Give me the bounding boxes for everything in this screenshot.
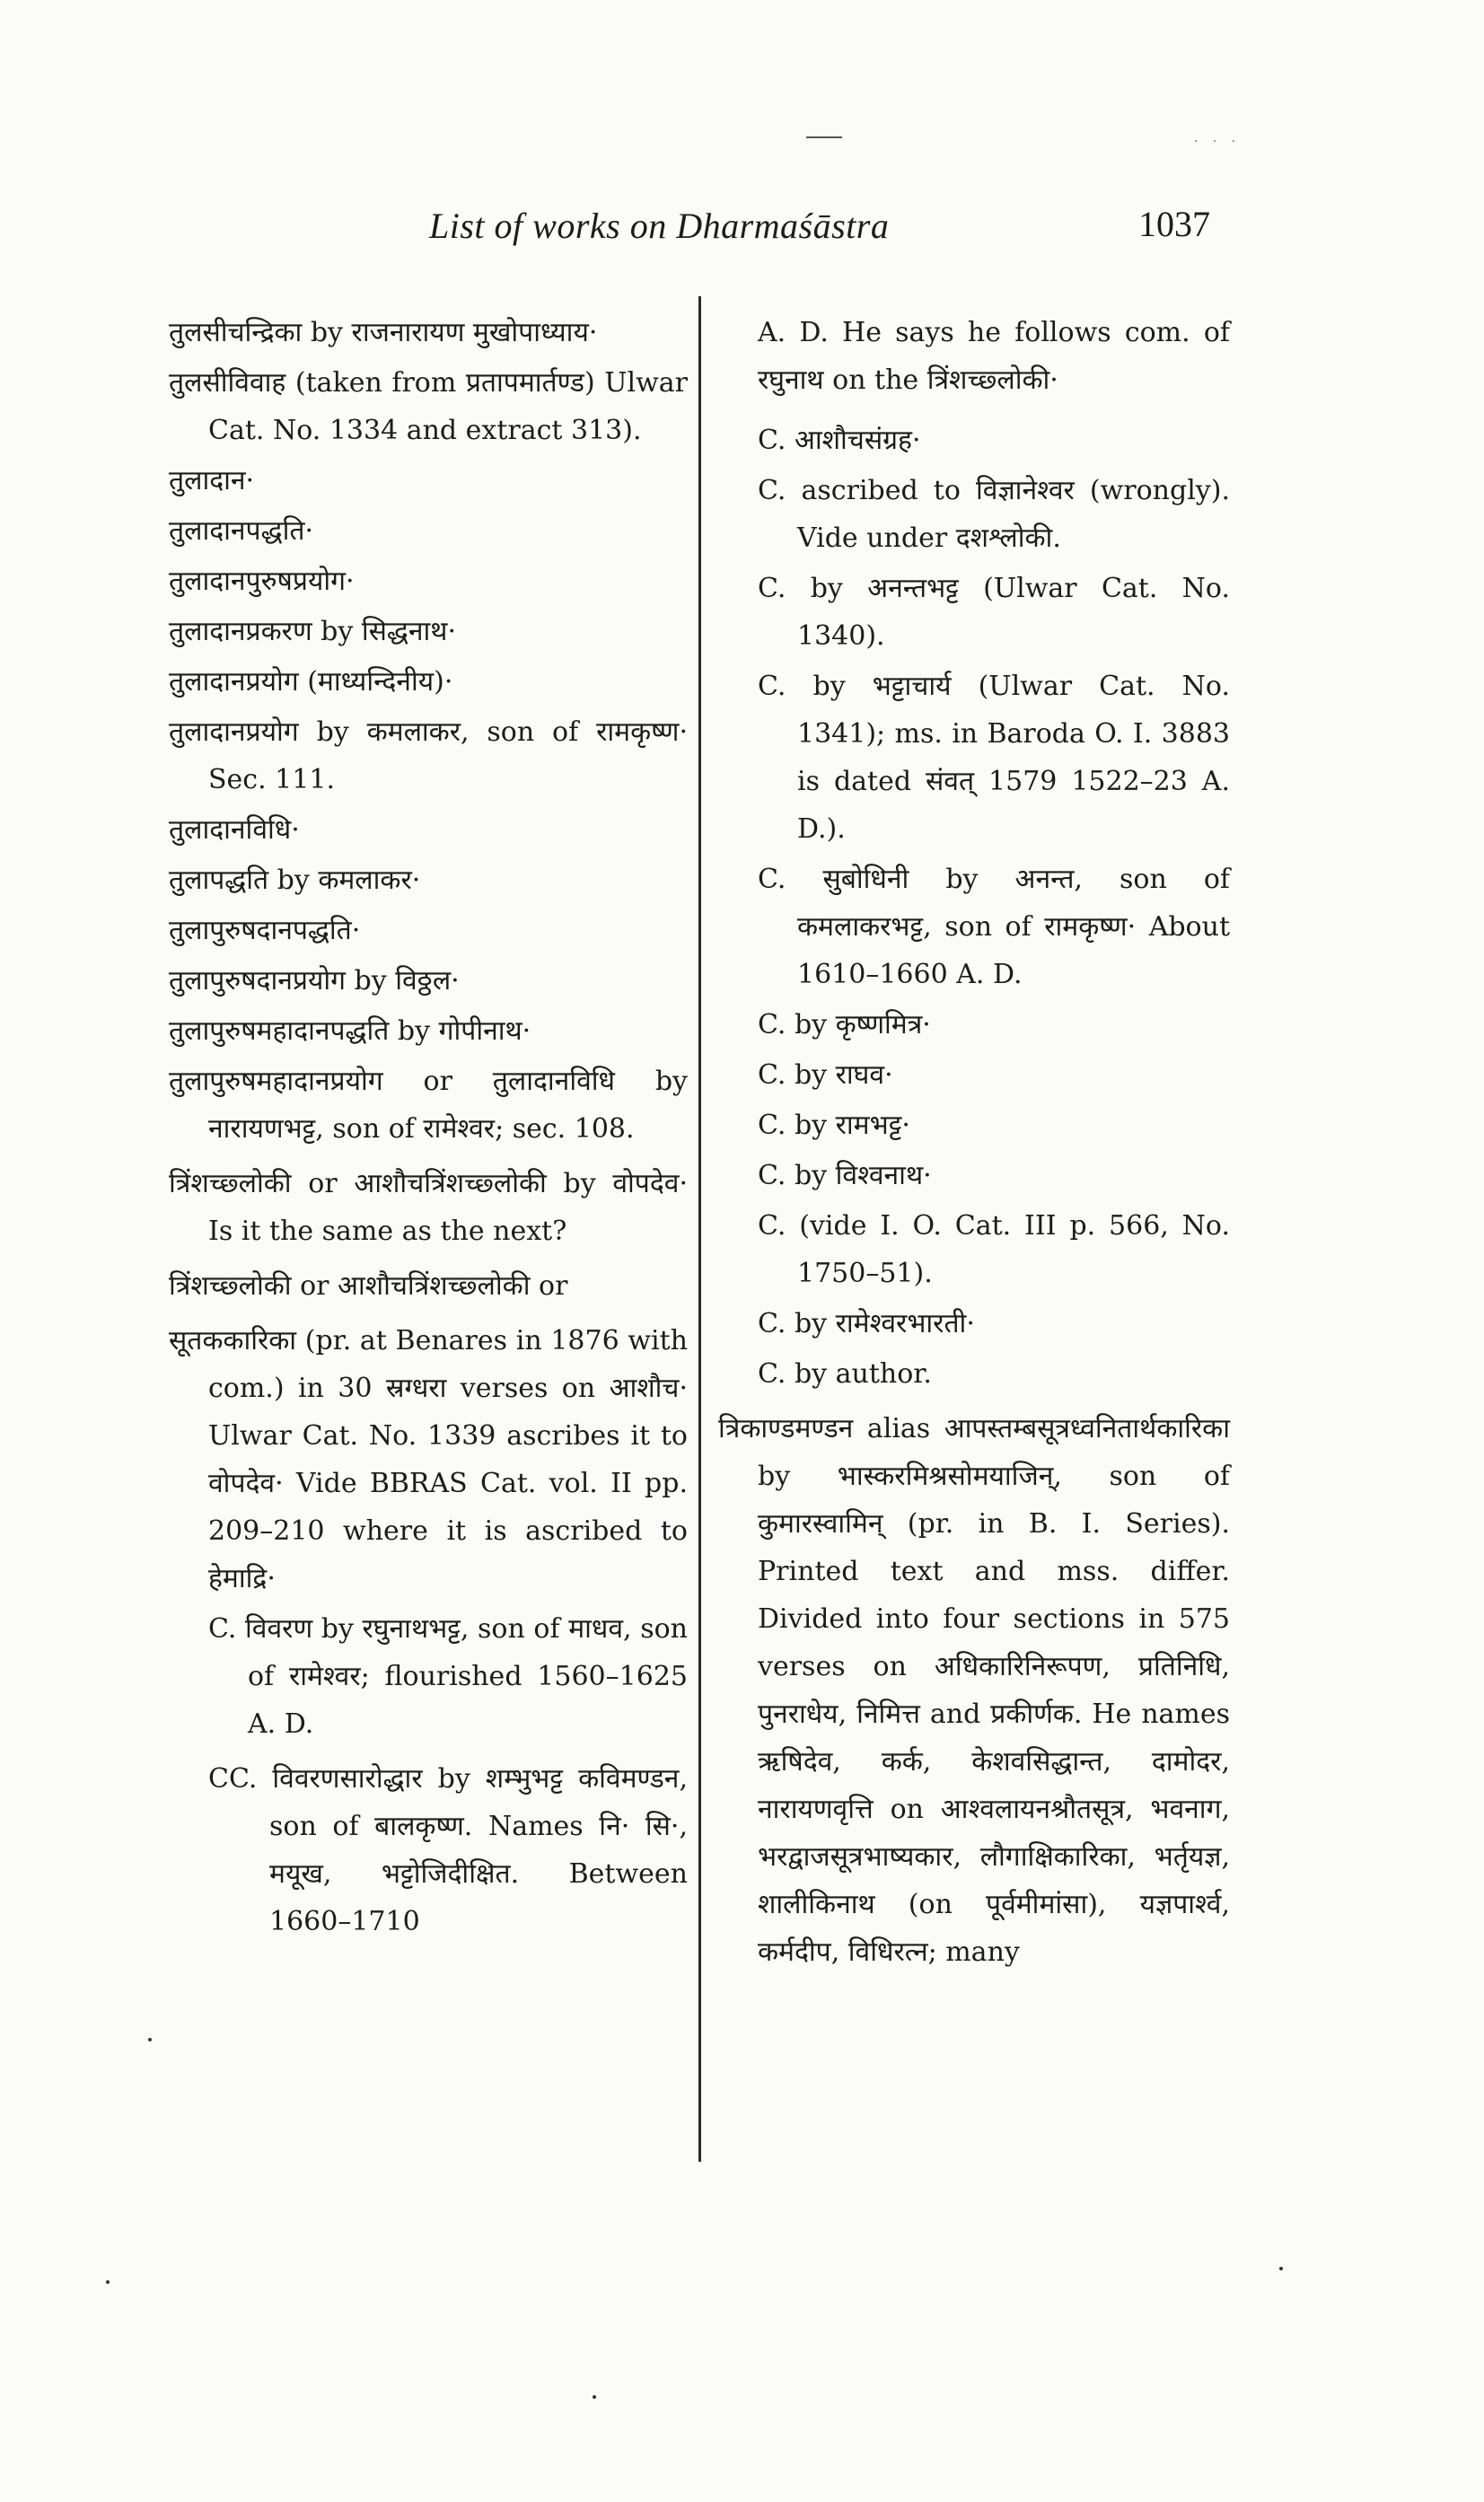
list-item: त्रिंशच्छ्लोकी or आशौचत्रिंशच्छ्लोकी by वोपदेव· Is it the same as the next? <box>169 1168 688 1247</box>
commentary-item: C. आशौचसंग्रह· <box>758 425 921 456</box>
list-item: तुलापुरुषमहादानपद्धति by गोपीनाथ· <box>169 1015 531 1047</box>
list-item: तुलादानप्रयोग (माध्यन्दिनीय)· <box>169 666 453 698</box>
commentary-item: C. ascribed to विज्ञानेश्वर (wrongly). Vide under दशश्लोकी. <box>758 475 1230 554</box>
list-item: तुलादानप्रयोग by कमलाकर, son of रामकृष्ण· Sec. 111. <box>169 716 688 795</box>
list-item: तुलापुरुषमहादानप्रयोग or तुलादानविधि by नारायणभट्ट, son of रामेश्वर; sec. 108. <box>169 1066 688 1145</box>
commentary-item: C. by अनन्तभट्ट (Ulwar Cat. No. 1340). <box>758 573 1230 652</box>
paper-speck <box>148 2038 152 2041</box>
commentary-item: C. by भट्टाचार्य (Ulwar Cat. No. 1341); ms. in Baroda O. I. 3883 is dated संवत् 1579 1522–23 A. D.). <box>758 671 1230 845</box>
list-item: सूतककारिका (pr. at Benares in 1876 with com.) in 30 स्रग्धरा verses on आशौच· Ulwar Cat. No. 1339 ascribes it to वोपदेव· Vide BBRAS Cat. vol. II pp. 209–210 where it is ascribed to हेमाद्रि· <box>169 1325 688 1594</box>
list-item: तुलापद्धति by कमलाकर· <box>169 865 421 896</box>
list-item: तुलसीचन्द्रिका by राजनारायण मुखोपाध्याय· <box>169 317 598 348</box>
sub-commentary-item: CC. विवरणसारोद्धार by शम्भुभट्ट कविमण्डन, son of बालकृष्ण. Names नि· सि·, मयूख, भट्टोजिदीक्षित. Between 1660–1710 <box>208 1763 688 1937</box>
left-column <box>169 309 688 1948</box>
paper-speck <box>106 2280 110 2284</box>
list-item: त्रिकाण्डमण्डन alias आपस्तम्बसूत्रध्वनितार्थकारिका by भास्करमिश्रसोमयाजिन्, son of कुमारस्वामिन् (pr. in B. I. Series). Printed text and mss. differ. Divided into four sections in 575 verses on अधिकारिनिरूपण, प्रतिनिधि, पुनराधेय, निमित्त and प्रकीर्णक. He names ऋषिदेव, कर्क, केशवसिद्धान्त, दामोदर, नारायणवृत्ति on आश्वलायनश्रौतसूत्र, भवनाग, भरद्वाजसूत्रभाष्यकार, लौगाक्षिकारिका, भर्तृयज्ञ, शालीकिनाथ (on पूर्वमीमांसा), यज्ञपार्श्व, कर्मदीप, विधिरत्न; many <box>718 1413 1230 1968</box>
list-item: तुलादानपुरुषप्रयोग· <box>169 566 355 597</box>
list-item: तुलादानप्रकरण by सिद्धनाथ· <box>169 616 457 647</box>
paper-speck <box>1279 2267 1283 2270</box>
right-column <box>718 309 1230 1979</box>
list-item: तुलादानविधि· <box>169 814 300 846</box>
list-item: तुलापुरुषदानप्रयोग by विठ्ठल· <box>169 965 460 996</box>
list-item: तुलादानपद्धति· <box>169 515 313 547</box>
commentary-item: C. विवरण by रघुनाथभट्ट, son of माधव, son of रामेश्वर; flourished 1560–1625 A. D. <box>208 1613 688 1740</box>
commentary-item: C. by राघव· <box>758 1059 893 1091</box>
page-number: 1037 <box>1138 204 1210 244</box>
top-mark <box>806 136 842 138</box>
commentary-item: C. सुबोधिनी by अनन्त, son of कमलाकरभट्ट, son of रामकृष्ण· About 1610–1660 A. D. <box>758 864 1230 990</box>
paper-speck <box>593 2395 596 2399</box>
list-item: तुलापुरुषदानपद्धति· <box>169 915 361 946</box>
commentary-item: C. by कृष्णमित्र· <box>758 1009 931 1040</box>
list-item: तुलसीविवाह (taken from प्रतापमार्तण्ड) Ulwar Cat. No. 1334 and extract 313). <box>169 367 688 446</box>
commentary-item: C. by विश्वनाथ· <box>758 1160 932 1191</box>
continued-text: A. D. He says he follows com. of रघुनाथ on the त्रिंशच्छ्लोकी· <box>758 317 1230 396</box>
top-specks: · · · <box>1194 135 1242 149</box>
running-header-title: List of works on Dharmaśāstra <box>429 206 890 246</box>
column-divider <box>698 296 701 2162</box>
commentary-item: C. by author. <box>758 1358 932 1390</box>
commentary-item: C. by रामेश्वरभारती· <box>758 1308 975 1339</box>
list-item: त्रिंशच्छ्लोकी or आशौचत्रिंशच्छ्लोकी or <box>169 1270 568 1302</box>
commentary-item: C. by रामभट्ट· <box>758 1110 910 1141</box>
list-item: तुलादान· <box>169 465 255 496</box>
commentary-item: C. (vide I. O. Cat. III p. 566, No. 1750–51). <box>758 1210 1230 1289</box>
